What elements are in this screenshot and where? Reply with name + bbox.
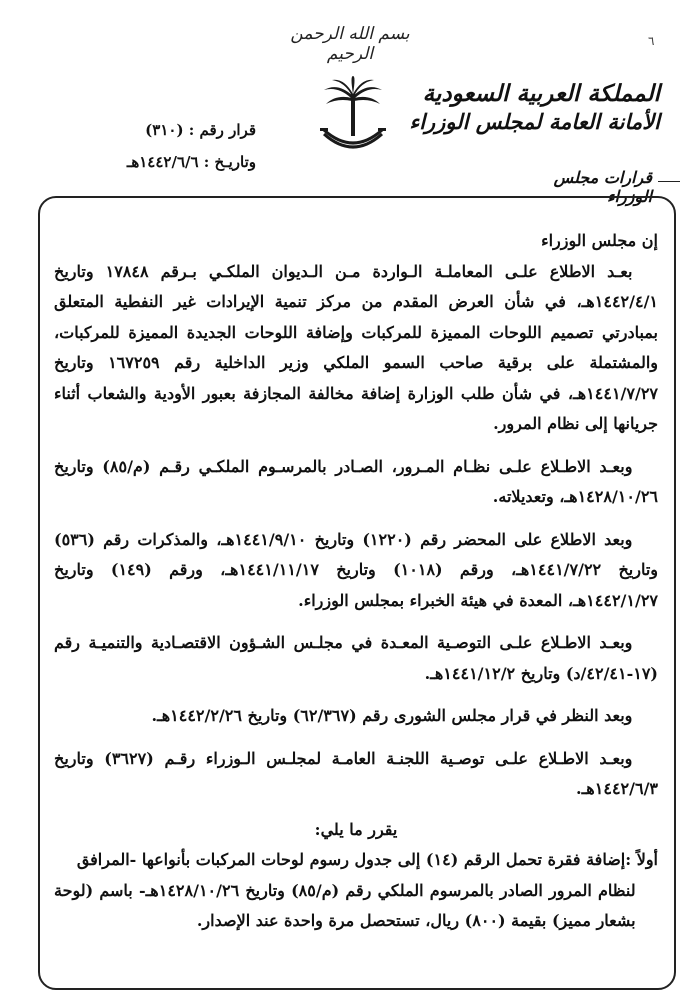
issuer-header [409, 80, 660, 136]
decision-number: قرار رقم : (٣١٠) [145, 121, 256, 139]
council-decisions-label: قرارات مجلس الوزراء [520, 168, 658, 206]
resolves-heading: يقرر ما يلي: [314, 819, 398, 839]
page-corner-mark: ٦ [648, 34, 655, 48]
general-secretariat: الأمانة العامة لمجلس الوزراء [409, 109, 660, 134]
paragraph-general-committee: وبعـد الاطـلاع علـى توصـية اللجنـة العامـة لمجلـس الـوزراء رقـم (٣٦٢٧) وتاريخ ١٤٤٢/٦/٣هـ. [54, 748, 658, 798]
item-first-continuation: لنظام المرور الصادر بالمرسوم الملكي رقم (م/٨٥) وتاريخ ١٤٢٨/١٠/٢٦هـ- باسم (لوحة بشعار مميز) بقيمة (٨٠٠) ريال، تستحصل مرة واحدة عند الإصدار. [54, 880, 636, 930]
saudi-emblem-icon [318, 76, 388, 158]
decision-date: وتاريـخ : ١٤٤٢/٦/٦هـ [126, 153, 256, 171]
basmala: بسم الله الرحمن الرحيم [290, 24, 410, 64]
paragraph-royal-court: بعـد الاطلاع علـى المعاملـة الـواردة مـن الـديوان الملكـي بـرقم ١٧٨٤٨ وتاريخ ١٤٤٢/٤/١هـ، في شأن العرض المقدم من مركز تنمية الإيرادات غير النفطية المتعلق بمبادرتي تصميم اللوحات المميزة للمركبات وإضافة اللوحات الجديدة المميزة للمركبات، والمشتملة على برقية صاحب السمو الملكي وزير الداخلية رقم ١٦٧٢٥٩ وتاريخ ١٤٤١/٧/٢٧هـ، في شأن طلب الوزارة إضافة مخالفة المجازفة بعبور الأودية والشعاب أثناء جريانها إلى نظام المرور. [54, 261, 658, 433]
item-first-lead: أولاً :إضافة فقرة تحمل الرقم (١٤) إلى جدول رسوم لوحات المركبات بأنواعها -المرافق [76, 850, 658, 869]
paragraph-experts-minutes: وبعد الاطلاع على المحضر رقم (١٢٢٠) وتاريخ ١٤٤١/٩/١٠هـ، والمذكرات رقم (٥٣٦) وتاريخ ١٤٤١/٧/٢٢هـ، ورقم (١٠١٨) وتاريخ ١٤٤١/١١/١٧هـ، ورقم (١٤٩) وتاريخ ١٤٤٢/١/٢٧هـ، المعدة في هيئة الخبراء بمجلس الوزراء. [54, 529, 658, 610]
decision-body-frame [38, 196, 676, 990]
decision-meta [96, 114, 256, 178]
council-decisions-rule [520, 168, 680, 206]
paragraph-shura-council: وبعد النظر في قرار مجلس الشورى رقم (٦٢/٣٦٧) وتاريخ ١٤٤٢/٢/٢٦هـ. [151, 706, 633, 725]
paragraph-traffic-law: وبعـد الاطـلاع علـى نظـام المـرور، الصـادر بالمرسـوم الملكـي رقـم (م/٨٥) وتاريخ ١٤٢٨/١٠/٢٦هـ، وتعديلاته. [54, 456, 658, 506]
paragraph-economic-council: وبعـد الاطـلاع علـى التوصـية المعـدة في مجلـس الشـؤون الاقتصـادية والتنميـة رقم (١٧-٤٢/٤١/د) وتاريخ ١٤٤١/١٢/٢هـ. [54, 633, 658, 683]
kingdom-name: المملكة العربية السعودية [422, 80, 660, 107]
opening-line: إن مجلس الوزراء [541, 231, 658, 250]
decision-body [54, 226, 658, 937]
